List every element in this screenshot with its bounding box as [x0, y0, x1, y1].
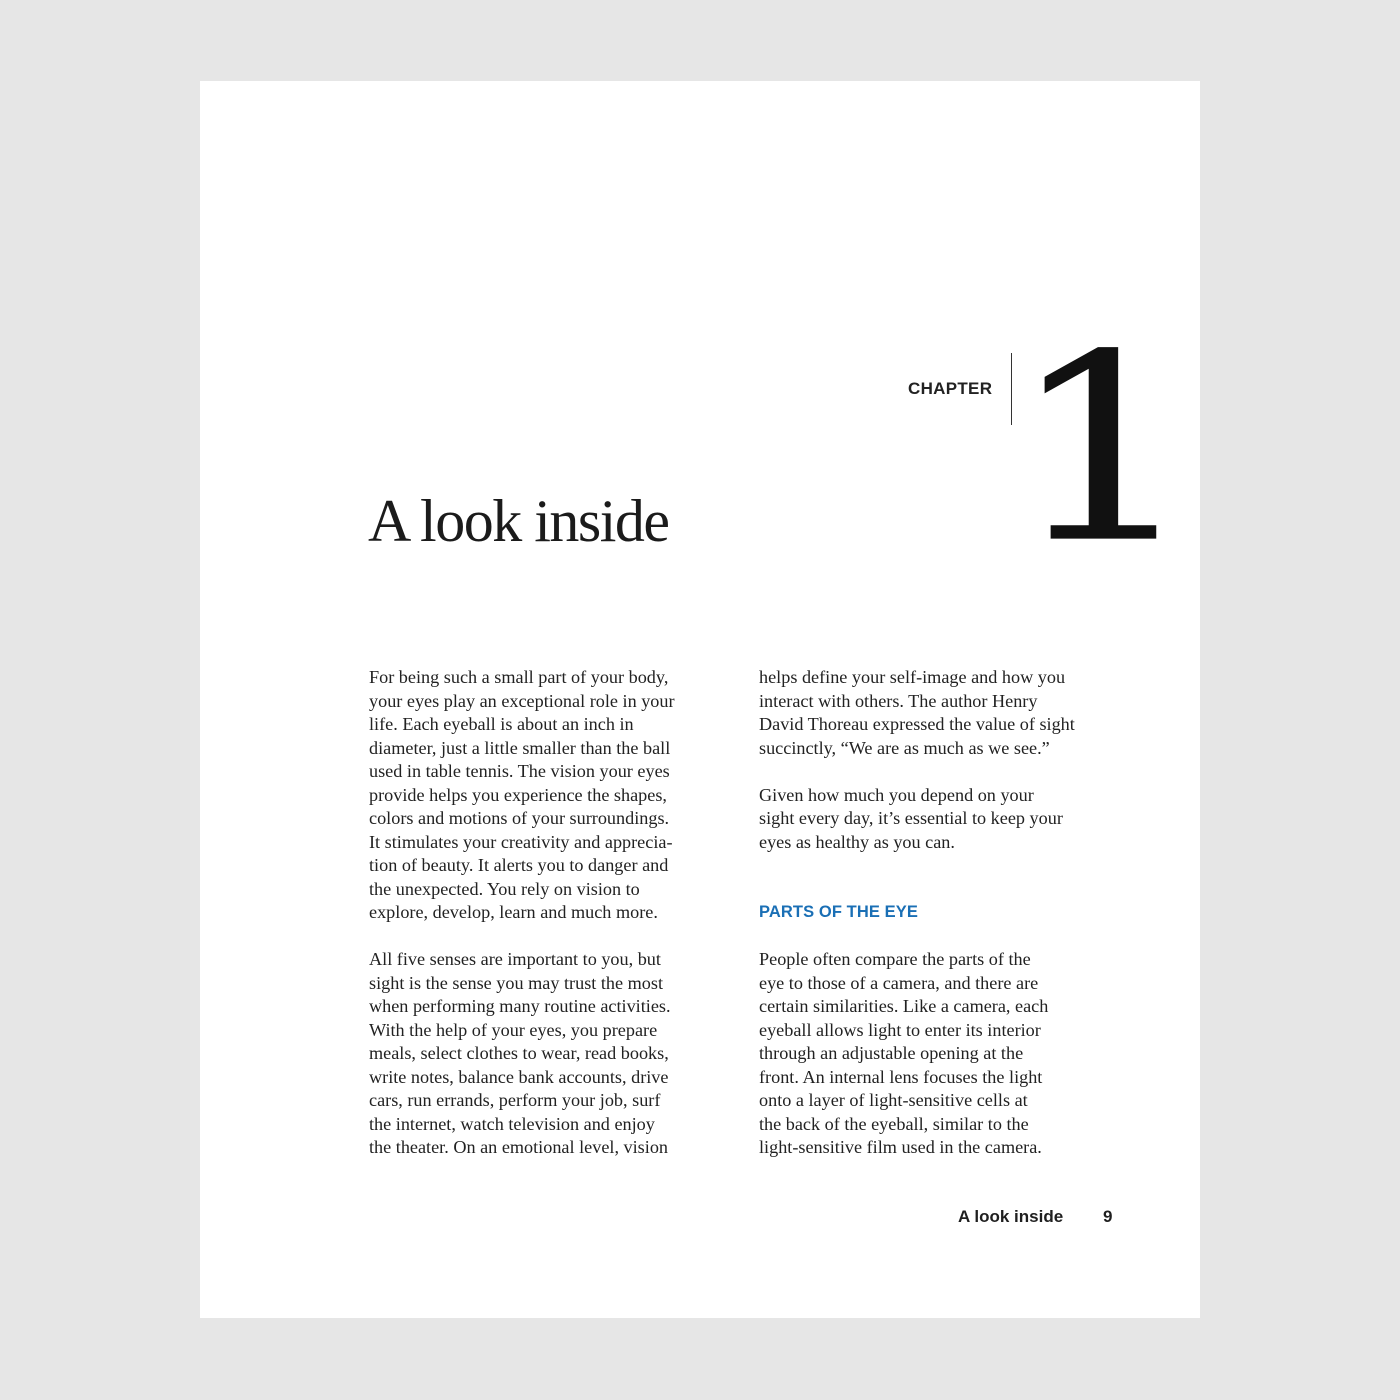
- text-line: the unexpected. You rely on vision to: [369, 878, 640, 899]
- book-page: [200, 81, 1200, 1318]
- text-line: meals, select clothes to wear, read books,: [369, 1043, 669, 1063]
- left-column: [369, 666, 744, 1160]
- running-footer-title: A look inside: [958, 1207, 1064, 1226]
- text-line: People often compare the parts of the: [759, 949, 1031, 969]
- paragraph: [759, 784, 1134, 855]
- paragraph-gap: [759, 760, 1134, 784]
- text-line: write notes, balance bank accounts, drive: [369, 1066, 669, 1087]
- chapter-label: CHAPTER: [908, 379, 993, 398]
- text-line: colors and motions of your surroundings.: [369, 808, 670, 828]
- chapter-number: 1: [1008, 299, 1199, 600]
- text-line: With the help of your eyes, you prepare: [369, 1019, 658, 1040]
- text-line: onto a layer of light-sensitive cells at: [759, 1090, 1028, 1110]
- text-line: All five senses are important to you, but: [369, 949, 661, 969]
- text-line: life. Each eyeball is about an inch in: [369, 714, 634, 734]
- paragraph: [759, 666, 1134, 760]
- text-line: tion of beauty. It alerts you to danger and: [369, 855, 669, 875]
- text-line: It stimulates your creativity and apprecia-: [369, 831, 673, 852]
- chapter-title: A look inside: [368, 488, 669, 554]
- text-line: interact with others. The author Henry: [759, 690, 1038, 711]
- text-line: light-sensitive film used in the camera.: [759, 1137, 1042, 1157]
- paragraph-gap: [369, 925, 744, 949]
- text-line: diameter, just a little smaller than the ball: [369, 737, 671, 758]
- text-line: For being such a small part of your body,: [369, 667, 669, 687]
- text-line: your eyes play an exceptional role in your: [369, 690, 675, 711]
- section-heading: PARTS OF THE EYE: [759, 903, 918, 921]
- paragraph-gap: [759, 878, 1134, 902]
- paragraph-gap: [759, 925, 1134, 949]
- text-line: eye to those of a camera, and there are: [759, 972, 1039, 993]
- paragraph: [369, 666, 744, 925]
- text-line: used in table tennis. The vision your eyes: [369, 761, 670, 781]
- text-line: eyeball allows light to enter its interior: [759, 1019, 1041, 1040]
- text-line: sight is the sense you may trust the most: [369, 972, 664, 993]
- text-line: helps define your self-image and how you: [759, 667, 1066, 687]
- page-number: 9: [1103, 1207, 1113, 1226]
- text-line: front. An internal lens focuses the light: [759, 1066, 1043, 1087]
- text-line: the back of the eyeball, similar to the: [759, 1113, 1029, 1134]
- text-line: succinctly, “We are as much as we see.”: [759, 737, 1050, 758]
- paragraph: [369, 948, 744, 1160]
- paragraph-gap: [759, 854, 1134, 878]
- text-line: certain similarities. Like a camera, each: [759, 996, 1049, 1016]
- text-line: when performing many routine activities.: [369, 996, 671, 1016]
- right-column: [759, 666, 1134, 1160]
- text-line: provide helps you experience the shapes,: [369, 784, 667, 805]
- text-line: cars, run errands, perform your job, surf: [369, 1090, 661, 1110]
- text-line: explore, develop, learn and much more.: [369, 902, 658, 922]
- text-line: sight every day, it’s essential to keep your: [759, 808, 1063, 828]
- text-line: through an adjustable opening at the: [759, 1043, 1024, 1063]
- text-line: Given how much you depend on your: [759, 784, 1034, 805]
- paragraph: [759, 948, 1134, 1160]
- text-line: the theater. On an emotional level, vision: [369, 1137, 669, 1157]
- text-line: David Thoreau expressed the value of sight: [759, 714, 1075, 734]
- text-line: the internet, watch television and enjoy: [369, 1113, 655, 1134]
- text-line: eyes as healthy as you can.: [759, 831, 955, 852]
